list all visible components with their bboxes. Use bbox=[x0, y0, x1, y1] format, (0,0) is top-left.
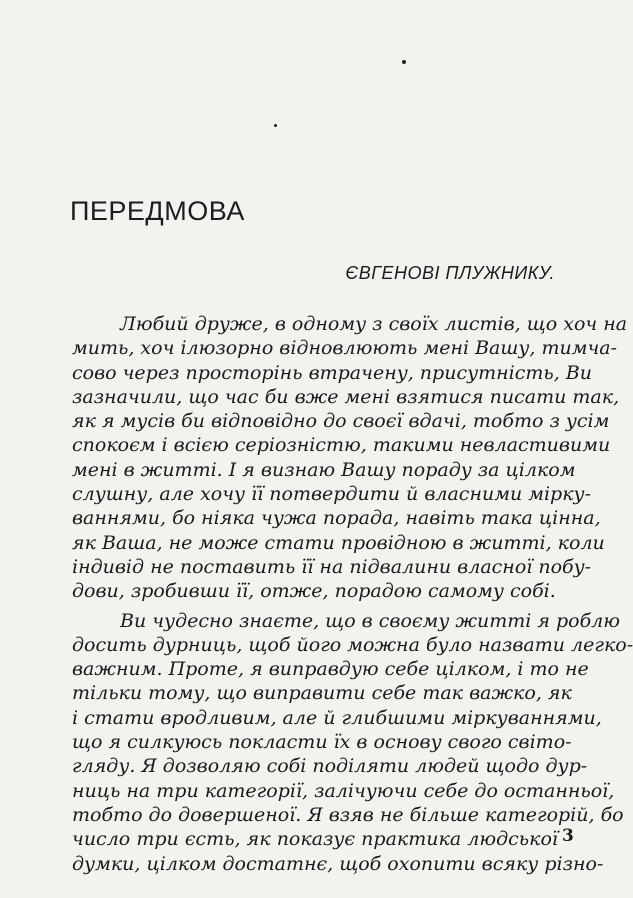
text-line: і стати вродливим, але й глибшими міркуваннями, bbox=[72, 706, 602, 729]
text-line: гляду. Я дозволяю собі поділяти людей щодо дур- bbox=[72, 755, 588, 778]
text-line: тільки тому, що виправити себе так важко, як bbox=[72, 682, 572, 705]
text-line: Ви чудесно знаєте, що в своєму житті я роблю bbox=[120, 609, 621, 632]
text-line: ваннями, бо ніяка чужа порада, навіть така цінна, bbox=[72, 507, 601, 530]
text-line: досить дурниць, щоб його можна було назвати легко- bbox=[72, 633, 633, 656]
text-line: як Ваша, не може стати провідною в житті, коли bbox=[72, 531, 605, 554]
text-line: зазначили, що час би вже мені взятися писати так, bbox=[72, 385, 620, 408]
page-number: 3 bbox=[562, 826, 574, 846]
text-line: спокоєм і всією серіозністю, такими невластивими bbox=[72, 434, 611, 457]
text-line: Любий друже, в одному з своїх листів, що хоч на bbox=[120, 313, 628, 335]
body-text bbox=[72, 312, 633, 876]
text-line: індивід не поставить її на підвалини власної побу- bbox=[72, 555, 592, 578]
text-line: дови, зробивши її, отже, порадою самому собі. bbox=[72, 580, 556, 603]
text-line: думки, цілком достатнє, щоб охопити всяку різно- bbox=[72, 852, 604, 875]
paragraph bbox=[72, 312, 628, 604]
text-line: число три єсть, як показує практика людської bbox=[72, 828, 558, 851]
text-line: мені в житті. І я визнаю Вашу пораду за цілком bbox=[72, 458, 576, 481]
page-title: ПЕРЕДМОВА bbox=[70, 196, 245, 226]
print-speck bbox=[402, 60, 406, 64]
text-line: що я силкуюсь покласти їх в основу свого світо- bbox=[72, 731, 572, 754]
paragraph bbox=[72, 609, 633, 876]
print-speck bbox=[274, 124, 277, 127]
text-line: тобто до довершеної. Я взяв не більше категорій, бо bbox=[72, 803, 624, 826]
text-line: сово через просторінь втрачену, присутність, Ви bbox=[72, 361, 592, 384]
dedication: ЄВГЕНОВІ ПЛУЖНИКУ. bbox=[345, 263, 555, 283]
text-line: важним. Проте, я виправдую себе цілком, і то не bbox=[72, 658, 589, 681]
text-line: як я мусів би відповідно до своєї вдачі, тобто з усім bbox=[72, 410, 610, 433]
text-line: мить, хоч ілюзорно відновлюють мені Вашу, тимча- bbox=[72, 337, 618, 360]
text-line: слушну, але хочу її потвердити й власними мірку- bbox=[72, 483, 592, 506]
text-line: ниць на три категорії, залічуючи себе до останньої, bbox=[72, 779, 615, 802]
